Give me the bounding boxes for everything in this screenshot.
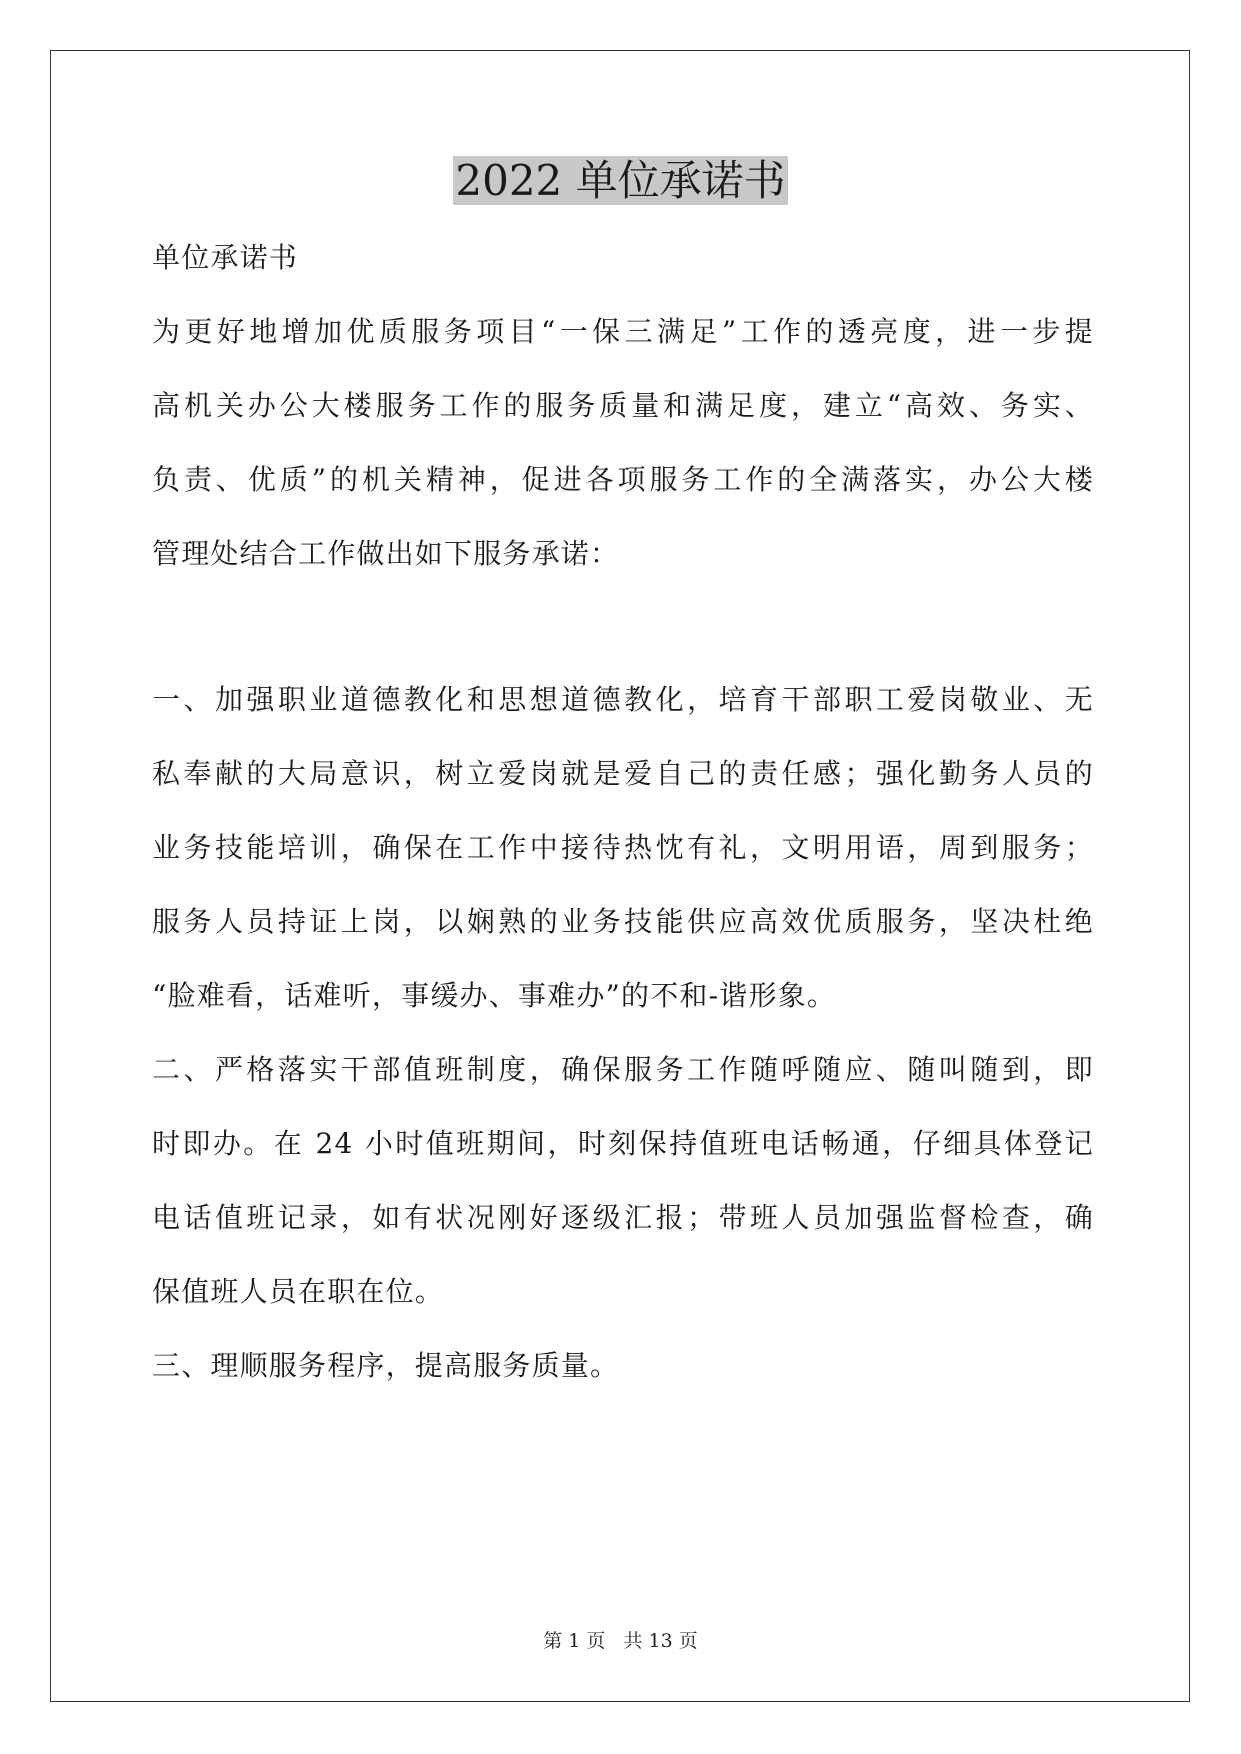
text-line-11: 二、严格落实干部值班制度，确保服务工作随呼随应、随叫随到，即 <box>152 1053 1094 1086</box>
text-line-10: “脸难看，话难听，事缓办、事难办”的不和-谐形象。 <box>152 979 837 1012</box>
text-line-2: 为更好地增加优质服务项目“一保三满足”工作的透亮度，进一步提 <box>152 315 1094 348</box>
text-line-3: 高机关办公大楼服务工作的服务质量和满足度，建立“高效、务实、 <box>152 389 1094 422</box>
text-line-15: 三、理顺服务程序，提高服务质量。 <box>152 1349 620 1382</box>
text-line-5: 管理处结合工作做出如下服务承诺： <box>152 537 620 570</box>
text-line-9: 服务人员持证上岗，以娴熟的业务技能供应高效优质服务，坚决杜绝 <box>152 905 1094 938</box>
page-total: 共 13 页 <box>623 1630 698 1652</box>
page-footer <box>0 1626 1241 1653</box>
page-border <box>50 50 1190 1702</box>
text-line-14: 保值班人员在职在位。 <box>152 1275 445 1308</box>
document-title: 2022 单位承诺书 <box>455 156 786 205</box>
text-line-4: 负责、优质”的机关精神，促进各项服务工作的全满落实，办公大楼 <box>152 463 1094 496</box>
text-line-7: 私奉献的大局意识，树立爱岗就是爱自己的责任感；强化勤务人员的 <box>152 757 1094 790</box>
page-number: 第 1 页 <box>543 1630 606 1652</box>
text-line-13: 电话值班记录，如有状况刚好逐级汇报；带班人员加强监督检查，确 <box>152 1201 1094 1234</box>
text-line-1: 单位承诺书 <box>152 241 299 274</box>
text-line-8: 业务技能培训，确保在工作中接待热忱有礼，文明用语，周到服务； <box>152 831 1094 864</box>
text-line-6: 一、加强职业道德教化和思想道德教化，培育干部职工爱岗敬业、无 <box>152 683 1094 716</box>
text-line-12: 时即办。在 24 小时值班期间，时刻保持值班电话畅通，仔细具体登记 <box>152 1127 1094 1160</box>
